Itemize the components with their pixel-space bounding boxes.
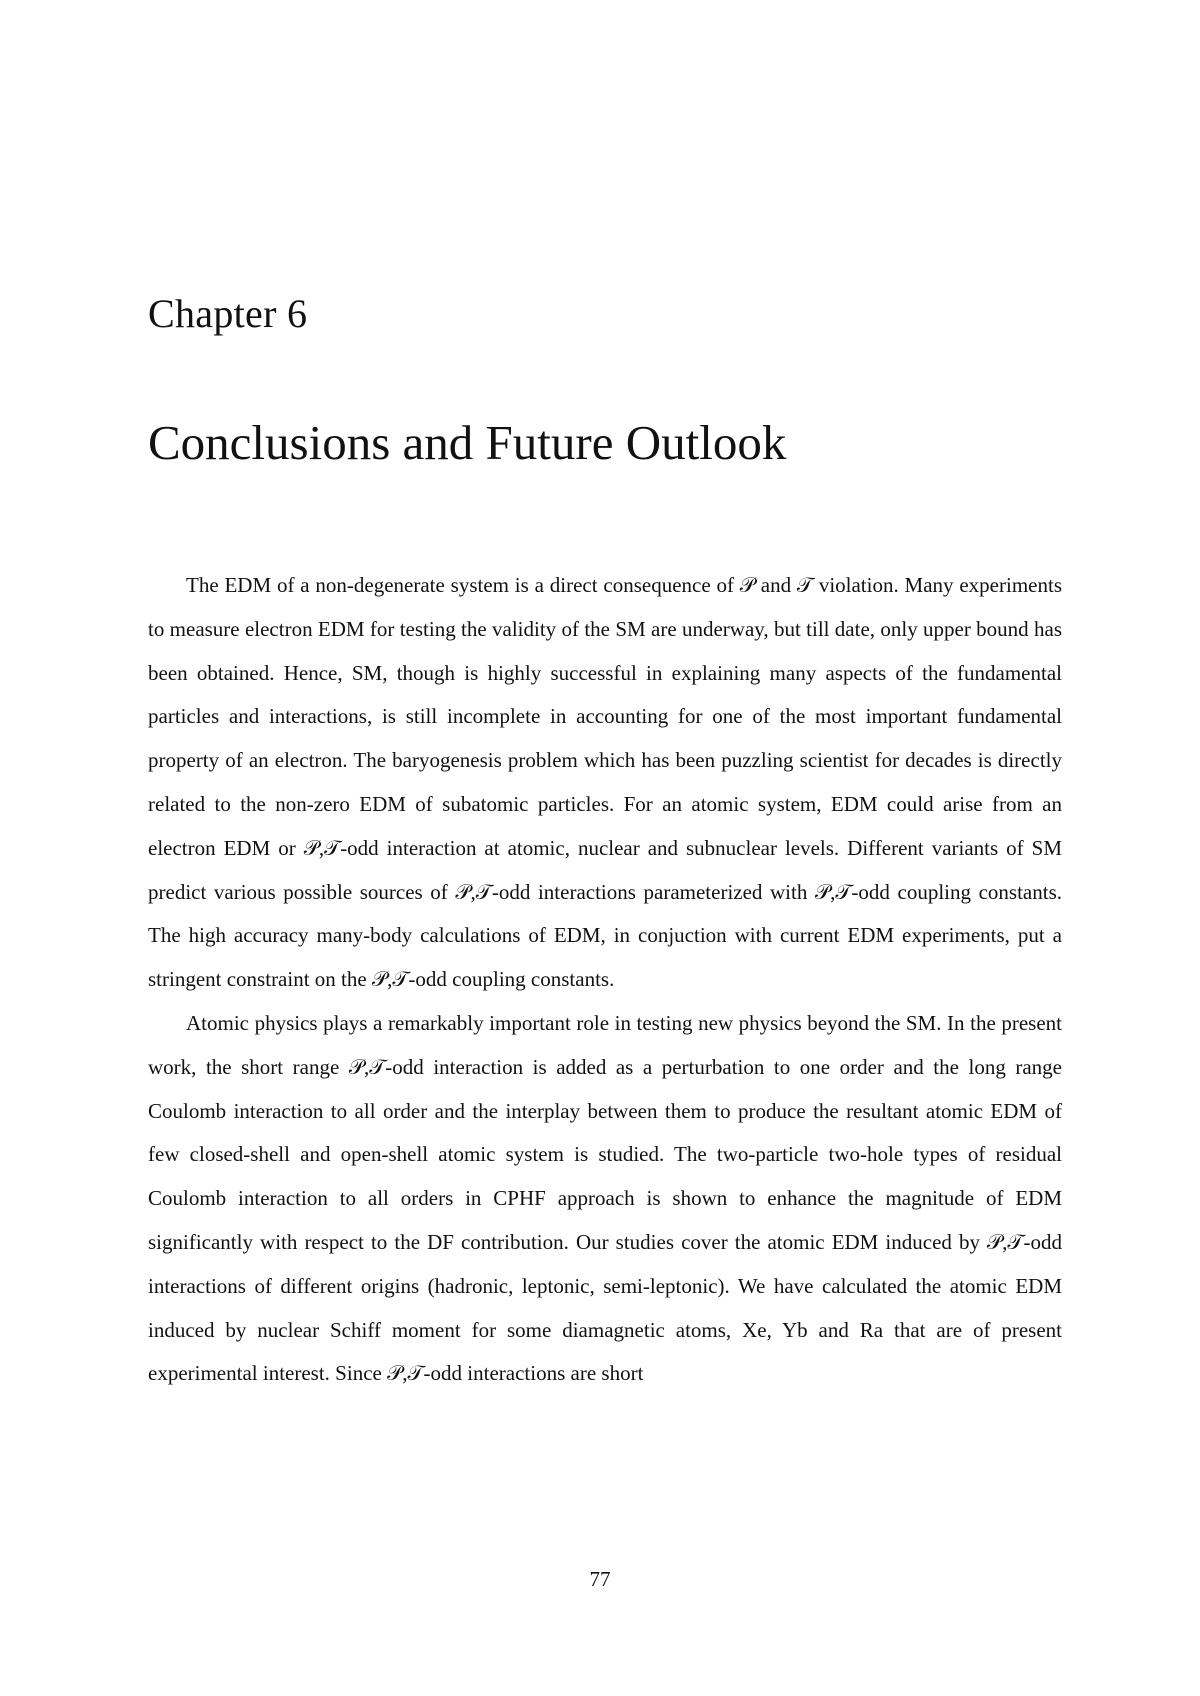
page-number: 77 (589, 1567, 611, 1591)
paragraph: The EDM of a non-degenerate system is a direct consequence of 𝒫 and 𝒯 violation. Many experiments to measure electron EDM for testing the validity of the SM are underway, but till date, only upper bound has been obtained. Hence, SM, though is highly successful in explaining many aspects of the fundamental particles and interactions, is still incomplete in accounting for one of the most important fundamental property of an electron. The baryogenesis problem which has been puzzling scientist for decades is directly related to the non-zero EDM of subatomic particles. For an atomic system, EDM could arise from an electron EDM or 𝒫,𝒯-odd interaction at atomic, nuclear and subnuclear levels. Different variants of SM predict various possible sources of 𝒫,𝒯-odd interactions parameterized with 𝒫,𝒯-odd coupling constants. The high accuracy many-body calculations of EDM, in conjuction with current EDM experiments, put a stringent constraint on the 𝒫,𝒯-odd coupling constants. (148, 573, 1062, 992)
body-text (148, 564, 1062, 1396)
paragraph: Atomic physics plays a remarkably important role in testing new physics beyond the SM. In the present work, the short range 𝒫,𝒯-odd interaction is added as a perturbation to one order and the long range Coulomb interaction to all order and the interplay between them to produce the resultant atomic EDM of few closed-shell and open-shell atomic system is studied. The two-particle two-hole types of residual Coulomb interaction to all orders in CPHF approach is shown to enhance the magnitude of EDM significantly with respect to the DF contribution. Our studies cover the atomic EDM induced by 𝒫,𝒯-odd interactions of different origins (hadronic, leptonic, semi-leptonic). We have calculated the atomic EDM induced by nuclear Schiff moment for some diamagnetic atoms, Xe, Yb and Ra that are of present experimental interest. Since 𝒫,𝒯-odd interactions are short (148, 1010, 1062, 1386)
chapter-title: Conclusions and Future Outlook (148, 415, 787, 470)
chapter-label: Chapter 6 (148, 291, 308, 336)
